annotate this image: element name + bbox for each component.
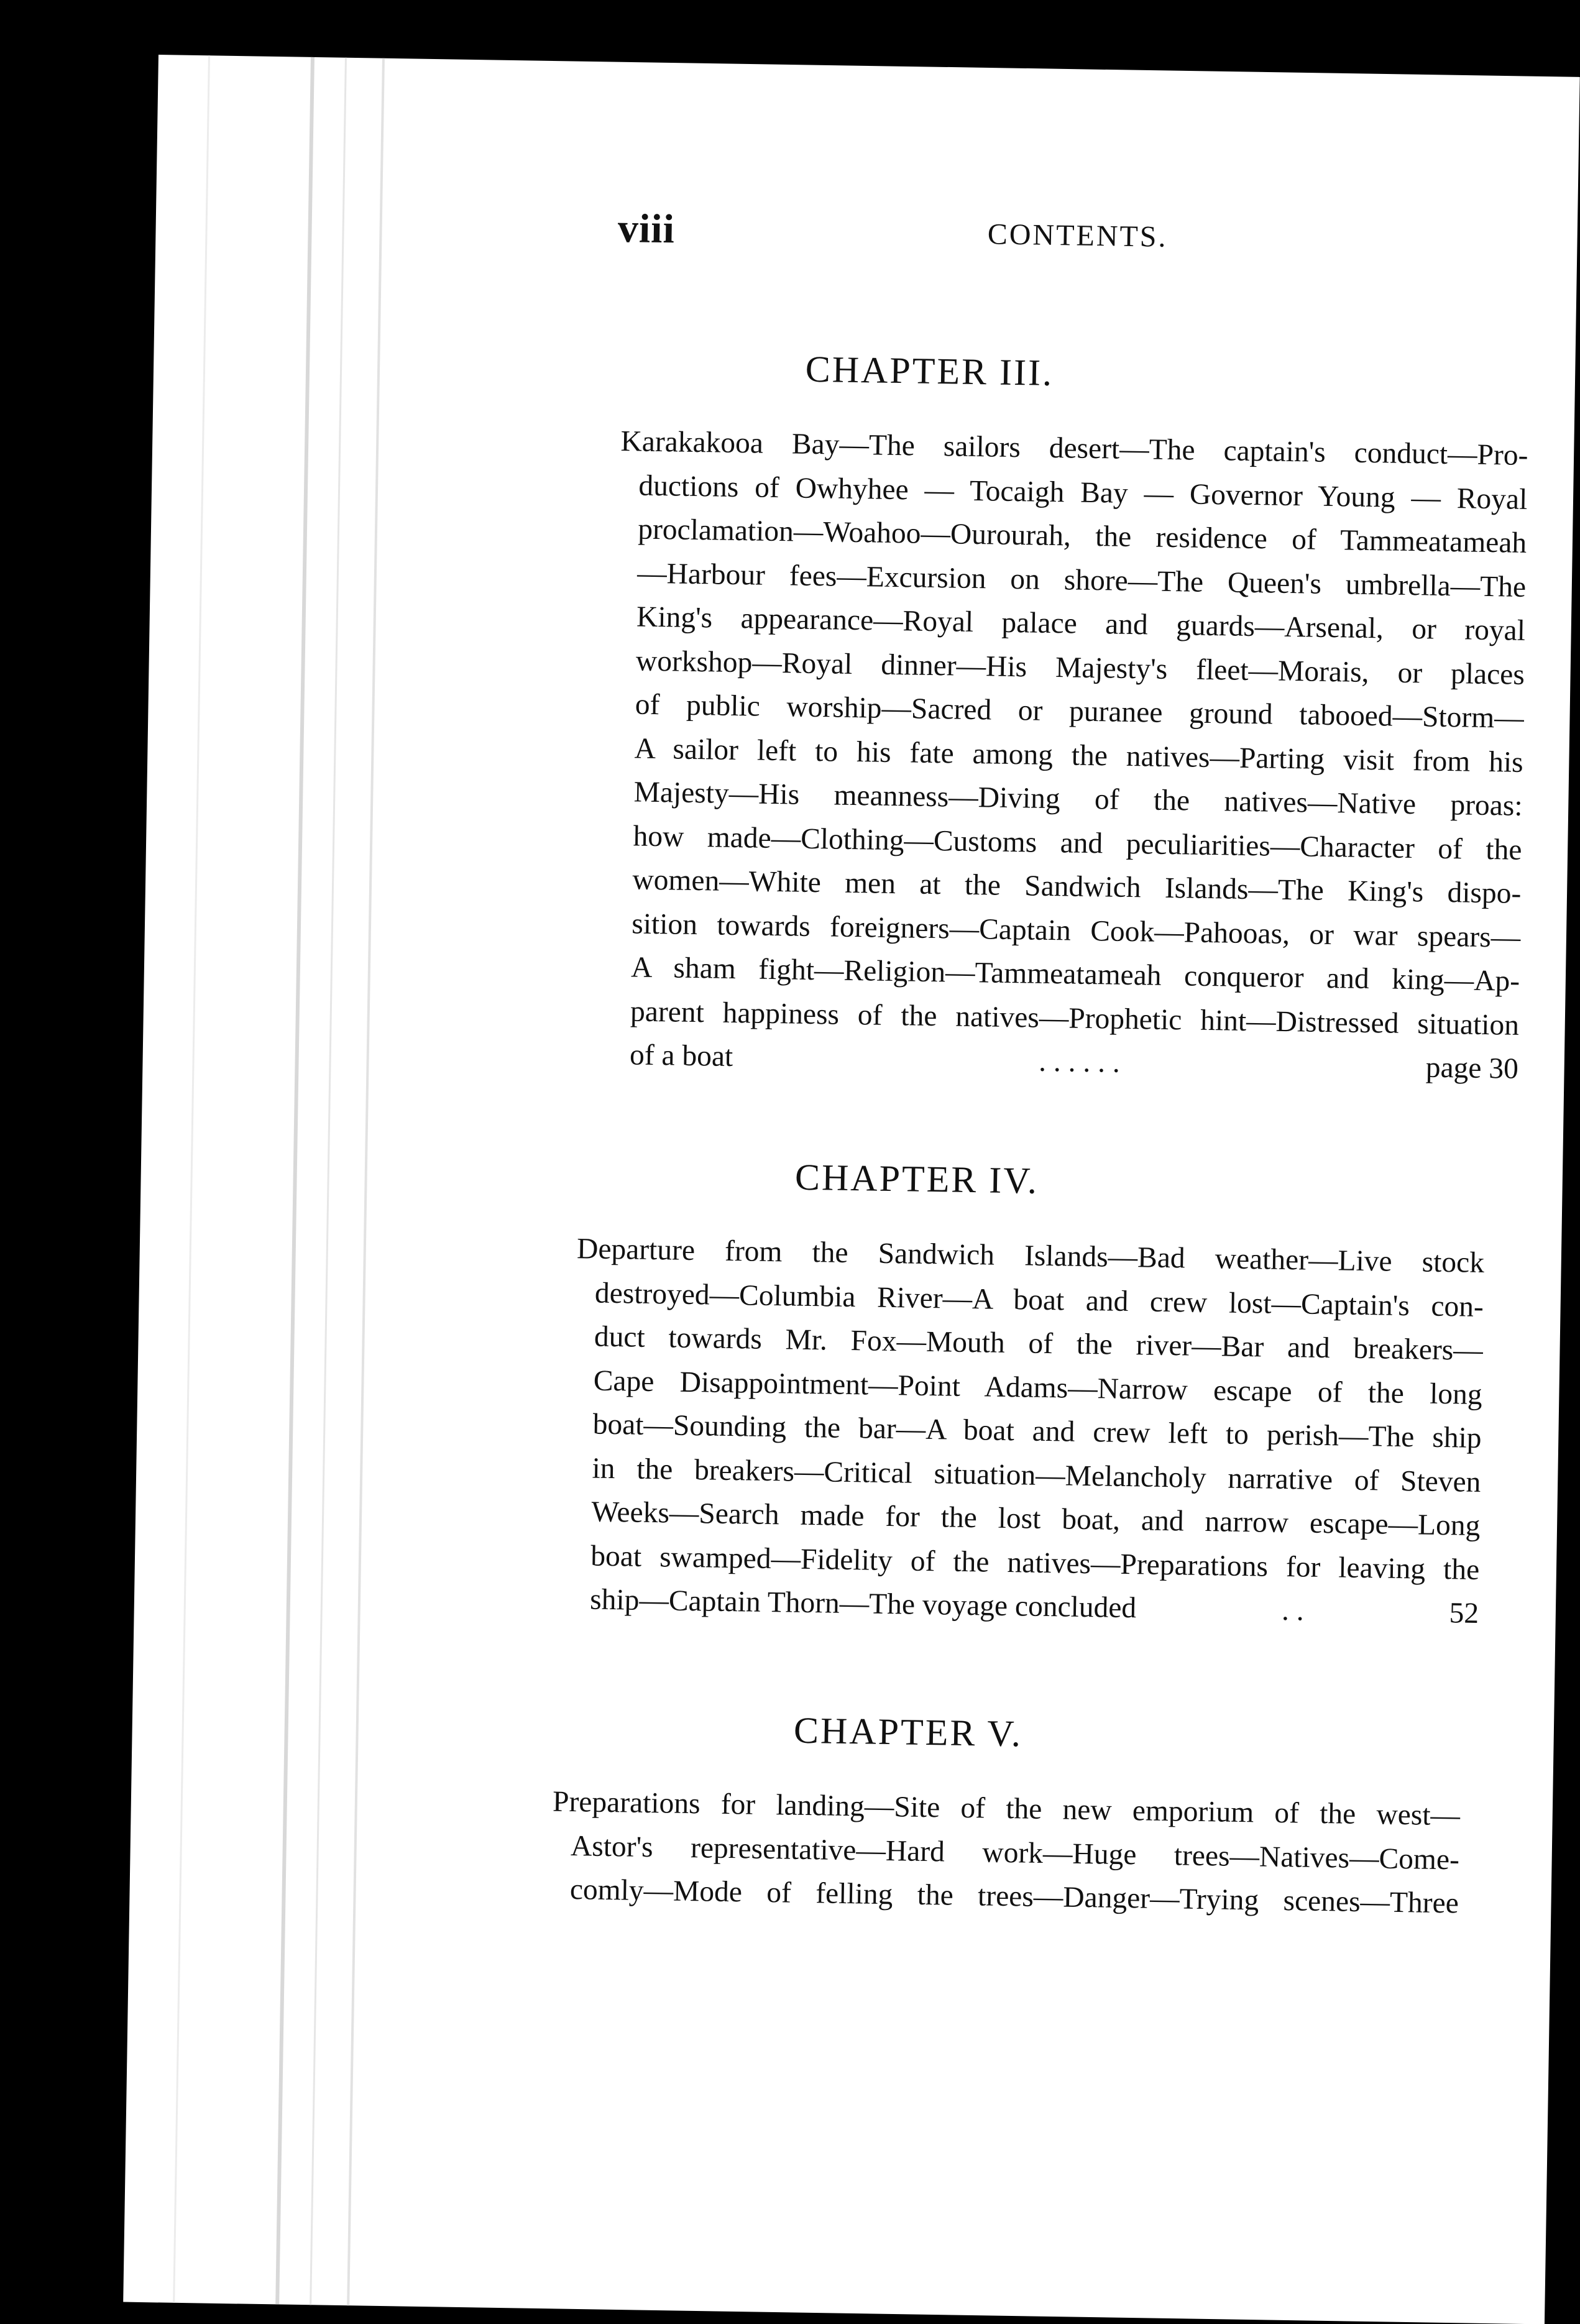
dot-leader: . . . . . . [1038,1045,1121,1079]
summary-line: in the breakers—Critical situation—Melancholy narrative of Steven [592,1452,1481,1499]
summary-line: A sailor left to his fate among the natives—Parting visit from his [634,732,1524,779]
summary-line: Weeks—Search made for the lost boat, and narrow escape—Long [591,1495,1481,1542]
summary-line: of a boat [629,1039,733,1073]
summary-line: Departure from the Sandwich Islands—Bad weather—Live stock [576,1233,1485,1280]
running-head: CONTENTS. [987,218,1168,254]
chapter-title: CHAPTER III. [805,348,1054,393]
summary-line: workshop—Royal dinner—His Majesty's fleet—Morais, or places [635,644,1525,691]
summary-line: women—White men at the Sandwich Islands—The King's dispo- [632,863,1522,910]
summary-line: Karakakooa Bay—The sailors desert—The captain's conduct—Pro- [620,425,1528,472]
summary-line: —Harbour fees—Excursion on shore—The Queen's umbrella—The [636,556,1527,604]
summary-line: comly—Mode of felling the trees—Danger—Trying scenes—Three [569,1873,1459,1920]
chapter-summary [552,1780,1461,1926]
chapter-title: CHAPTER IV. [794,1156,1039,1201]
summary-line: ship—Captain Thorn—The voyage concluded [589,1583,1137,1625]
summary-line: proclamation—Woahoo—Ourourah, the residence of Tammeatameah [637,513,1527,559]
dot-leader: . . [1281,1594,1305,1627]
summary-line: sition towards foreigners—Captain Cook—Pahooas, or war spears— [631,907,1521,954]
summary-line: Preparations for landing—Site of the new emporium of the west— [552,1785,1461,1832]
summary-line: boat swamped—Fidelity of the natives—Preparations for leaving the [590,1539,1480,1586]
chapter-summary [576,1228,1485,1636]
summary-line: ductions of Owhyhee — Tocaigh Bay — Governor Young — Royal [638,469,1528,516]
summary-line: A sham fight—Religion—Tammeatameah conqueror and king—Ap- [630,951,1520,998]
summary-line: of public worship—Sacred or puranee ground tabooed—Storm— [635,688,1525,735]
summary-line: Astor's representative—Hard work—Huge trees—Natives—Come- [570,1829,1460,1876]
summary-line: parent happiness of the natives—Prophetic hint—Distressed situation [630,994,1520,1042]
page-reference: 52 [1449,1597,1479,1630]
page-reference: page 30 [1425,1051,1519,1085]
page-number: viii [617,205,676,252]
summary-line: Cape Disappointment—Point Adams—Narrow escape of the long [593,1364,1483,1411]
chapter-summary [620,420,1528,1091]
summary-line: destroyed—Columbia River—A boat and crew lost—Captain's con- [594,1277,1484,1323]
summary-line: Majesty—His meanness—Diving of the natives—Native proas: [633,776,1523,822]
summary-line: King's appearance—Royal palace and guards—Arsenal, or royal [636,600,1526,647]
summary-line: duct towards Mr. Fox—Mouth of the river—Bar and breakers— [594,1320,1484,1367]
summary-line: how made—Clothing—Customs and peculiarities—Character of the [633,819,1522,866]
summary-line: boat—Sounding the bar—A boat and crew left to perish—The ship [592,1408,1482,1454]
chapter-title: CHAPTER V. [793,1709,1023,1755]
